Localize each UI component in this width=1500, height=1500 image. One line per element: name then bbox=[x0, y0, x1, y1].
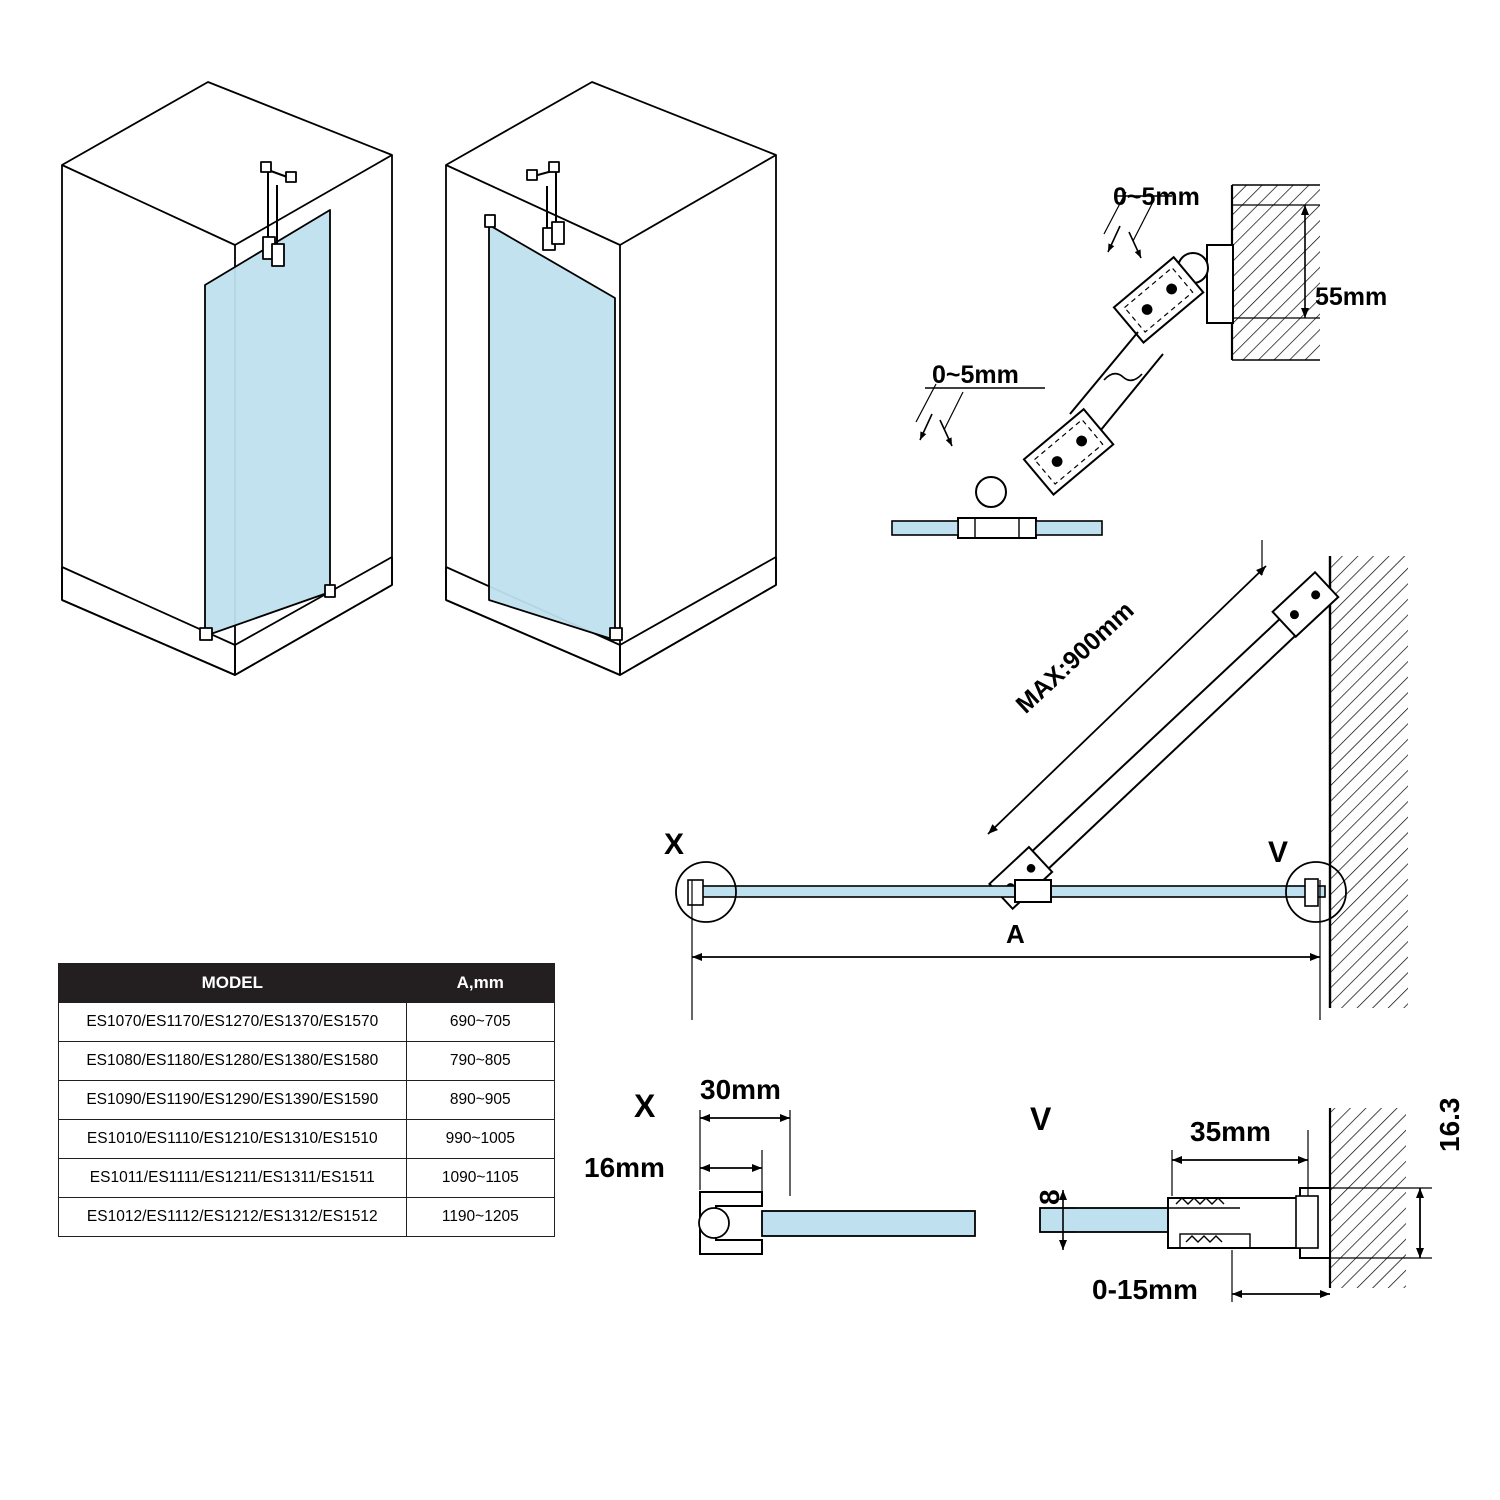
detail-x-profile bbox=[676, 1110, 975, 1254]
callout-x-plan: X bbox=[664, 828, 685, 861]
table-row bbox=[59, 1159, 555, 1198]
table-cell-a: 790~805 bbox=[406, 1042, 554, 1081]
table-cell-a: 890~905 bbox=[406, 1081, 554, 1120]
table-header-row bbox=[59, 964, 555, 1003]
plan-view-illustration bbox=[676, 540, 1408, 1020]
table-cell-a: 990~1005 bbox=[406, 1120, 554, 1159]
table-row bbox=[59, 1120, 555, 1159]
enclosure-right-illustration bbox=[446, 82, 776, 675]
table-cell-model: ES1080/ES1180/ES1280/ES1380/ES1580 bbox=[59, 1042, 407, 1081]
table-header-model: MODEL bbox=[59, 964, 407, 1003]
dim-bar-max-length: MAX:900mm bbox=[1010, 596, 1140, 720]
enclosure-left-illustration bbox=[62, 82, 392, 675]
table-cell-a: 1090~1105 bbox=[406, 1159, 554, 1198]
dim-profile-x-inner: 16mm bbox=[584, 1152, 665, 1183]
table-row bbox=[59, 1042, 555, 1081]
callout-v-plan: V bbox=[1268, 836, 1289, 869]
dim-profile-v-width: 35mm bbox=[1190, 1116, 1271, 1147]
table-header-a: A,mm bbox=[406, 964, 554, 1003]
callout-v-detail: V bbox=[1030, 1101, 1052, 1137]
table-cell-model: ES1070/ES1170/ES1270/ES1370/ES1570 bbox=[59, 1003, 407, 1042]
dim-wall-adjust: 0-15mm bbox=[1092, 1274, 1198, 1305]
dim-profile-x-outer: 30mm bbox=[700, 1074, 781, 1105]
table-cell-model: ES1011/ES1111/ES1211/ES1311/ES1511 bbox=[59, 1159, 407, 1198]
table-cell-model: ES1090/ES1190/ES1290/ES1390/ES1590 bbox=[59, 1081, 407, 1120]
table-cell-model: ES1012/ES1112/ES1212/ES1312/ES1512 bbox=[59, 1198, 407, 1237]
table-cell-a: 690~705 bbox=[406, 1003, 554, 1042]
table-row bbox=[59, 1081, 555, 1120]
dim-glass-thickness: 8 bbox=[1034, 1189, 1065, 1205]
dim-profile-v-height: 16.3 bbox=[1434, 1097, 1465, 1152]
table-row bbox=[59, 1198, 555, 1237]
dim-bracket-gap-bottom: 0~5mm bbox=[932, 361, 1019, 389]
table-cell-model: ES1010/ES1110/ES1210/ES1310/ES1510 bbox=[59, 1120, 407, 1159]
callout-x-detail: X bbox=[634, 1088, 656, 1124]
model-dimension-table bbox=[58, 963, 555, 1237]
dim-span-a: A bbox=[1006, 919, 1025, 949]
dim-wall-plate-height: 55mm bbox=[1315, 283, 1388, 311]
dim-bracket-gap-top: 0~5mm bbox=[1113, 183, 1200, 211]
table-row bbox=[59, 1003, 555, 1042]
table-cell-a: 1190~1205 bbox=[406, 1198, 554, 1237]
